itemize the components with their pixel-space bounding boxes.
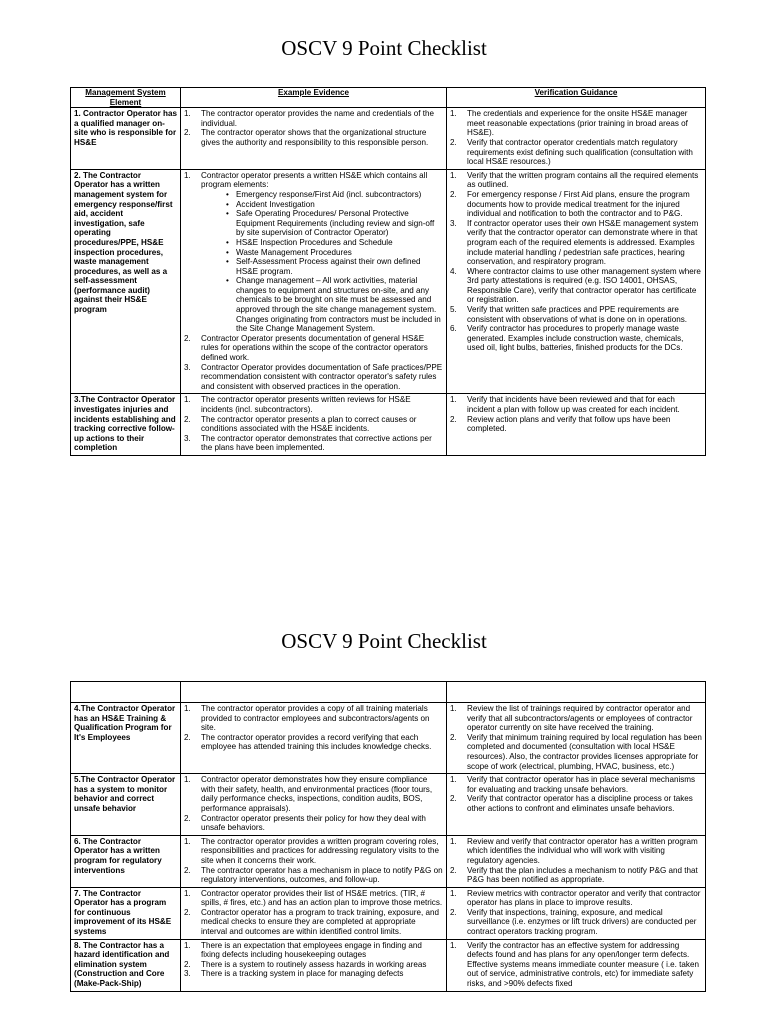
element-cell: 8. The Contractor has a hazard identification and elimination system (Construction and Core (Make-Pack-Ship): [71, 939, 181, 991]
list-item: [184, 128, 443, 147]
item-text: Contractor Operator provides documentation of Safe practices/PPE recommendation consistent with contractor operator's safety rules and consistent with observed practices in the operation.: [201, 362, 443, 391]
item-text: The contractor operator demonstrates that corrective actions per the plans have been implemented.: [201, 433, 432, 453]
list-item: [184, 334, 443, 363]
item-text: If contractor operator uses their own HS&E management system verify that the contractor operator can demonstrate where in that program each of the required elements is addressed. Examples include material handling / pedestrian safe practices, hearing conservation, and respiratory program.: [467, 218, 699, 267]
item-number: 1.: [450, 109, 457, 119]
guidance-list: [450, 171, 702, 353]
item-number: 3.: [184, 362, 191, 372]
item-text: Contractor operator has a program to track training, exposure, and medical checks to ensure they are completed at appropriate interval and outcomes are within identified control limits.: [201, 907, 439, 937]
item-number: 1.: [450, 775, 457, 785]
table-header-row: [71, 88, 706, 108]
list-item: [184, 866, 443, 885]
item-text: Verify that contractor operator has a discipline process or takes other actions to confront and eliminates unsafe behaviors.: [467, 794, 693, 813]
list-item: [450, 324, 702, 353]
bullet-icon: •: [226, 237, 229, 247]
list-item: [450, 415, 702, 434]
item-number: 2.: [184, 959, 191, 969]
element-cell: 7. The Contractor Operator has a program for continuous improvement of its HS&E systems: [71, 887, 181, 939]
list-item: [450, 908, 702, 937]
element-cell: 2. The Contractor Operator has a written management system for emergency response/first aid, accident investigation, safe operating procedures/PPE, HS&E inspection procedures, waste management procedures, as well as a self-assessment (performance audit) against their HS&E program: [71, 169, 181, 394]
sub-item-text: Self-Assessment Process against their own defined HS&E program.: [236, 257, 421, 276]
blank-cell: [181, 682, 447, 703]
item-text: There is a tracking system in place for managing defects: [201, 969, 404, 979]
page-title: OSCV 9 Point Checklist: [281, 36, 487, 60]
item-number: 1.: [184, 170, 191, 180]
item-text: Verify the contractor has an effective system for addressing defects found and has plans for any open/longer term defects. Effective systems means immediate counter measure ( i.e. taken out of service, administrative controls, etc) for immediate safety risks, and >90% defects fixed: [467, 940, 699, 989]
list-item: [184, 363, 443, 392]
evidence-cell: [181, 939, 447, 991]
list-item: [184, 415, 443, 434]
item-text: There is a system to routinely assess hazards in working areas: [201, 959, 427, 969]
evidence-list: [184, 395, 443, 453]
blank-cell: [447, 682, 706, 703]
list-item: [184, 775, 443, 813]
item-text: Verify that contractor operator credentials match regulatory requirements exist defining such qualification (consultation with local HS&E resources.): [467, 137, 693, 167]
item-number: 1.: [450, 170, 457, 180]
element-cell: 4.The Contractor Operator has an HS&E Training & Qualification Program for It's Employees: [71, 703, 181, 774]
item-number: 2.: [450, 189, 457, 199]
item-text: Contractor operator presents their policy for how they deal with unsafe behaviors.: [201, 813, 426, 833]
table-row: [71, 939, 706, 991]
item-text: Verify that incidents have been reviewed and that for each incident a plan with follow up was created for each incident.: [467, 395, 680, 414]
item-number: 2.: [450, 732, 457, 742]
item-text: Contractor operator provides their list of HS&E metrics. (TIR, # spills, # fires, etc.) and has an action plan to improve those metrics.: [201, 888, 443, 908]
item-number: 2.: [450, 414, 457, 424]
sub-list-item: [226, 209, 443, 238]
guidance-cell: [447, 939, 706, 991]
evidence-cell: [181, 887, 447, 939]
evidence-list: [184, 775, 443, 833]
list-item: [450, 138, 702, 167]
list-item: [184, 941, 443, 960]
item-number: 5.: [450, 305, 457, 315]
list-item: [450, 267, 702, 305]
item-number: 2.: [184, 865, 191, 875]
guidance-list: [450, 395, 702, 433]
item-text: The contractor operator provides a written program covering roles, responsibilities and practices for addressing regulatory visits to the site when it concerns their work.: [201, 836, 439, 865]
sub-list-item: [226, 247, 443, 258]
guidance-list: [450, 775, 702, 813]
guidance-list: [450, 109, 702, 167]
item-number: 1.: [184, 888, 191, 898]
guidance-list: [450, 941, 702, 989]
page-title: OSCV 9 Point Checklist: [281, 629, 487, 653]
item-number: 1.: [450, 940, 457, 950]
sub-list-item: [226, 257, 443, 276]
guidance-list: [450, 837, 702, 885]
table-row: [71, 774, 706, 836]
blank-cell: [71, 682, 181, 703]
bullet-icon: •: [226, 199, 229, 209]
list-item: [450, 837, 702, 866]
guidance-cell: [447, 169, 706, 394]
list-item: [184, 960, 443, 970]
table-row: [71, 394, 706, 456]
item-number: 2.: [450, 907, 457, 917]
sub-list-item: [226, 237, 443, 248]
bullet-icon: •: [226, 257, 229, 267]
item-number: 2.: [184, 813, 191, 823]
item-text: Verify that minimum training required by local regulation has been completed and documented (consultation with local HS&E resources). Also, the contractor provides licenses appropriate for scope of work (electrical, plumbing, HVAC, business, etc.): [467, 732, 702, 771]
list-item: [184, 733, 443, 752]
item-text: Review and verify that contractor operator has a written program which identifies the individual who will work with visiting regulatory agencies.: [467, 836, 698, 865]
list-item: [450, 171, 702, 190]
list-item: [450, 395, 702, 414]
item-text: The contractor operator provides a record verifying that each employee has attended training this includes knowledge checks.: [201, 732, 432, 752]
item-text: Review action plans and verify that follow ups have been completed.: [467, 414, 671, 434]
guidance-cell: [447, 703, 706, 774]
item-number: 2.: [184, 732, 191, 742]
item-number: 2.: [450, 794, 457, 804]
item-text: The contractor operator provides a copy of all training materials provided to contractor employees and subcontractors/agents on site.: [201, 704, 430, 733]
list-item: [184, 704, 443, 733]
item-number: 4.: [450, 266, 457, 276]
item-text: Contractor operator presents a written HS&E which contains all program elements:: [201, 170, 428, 190]
item-text: The contractor operator has a mechanism in place to notify P&G on regulatory interventions, outcomes, and follow-up.: [201, 865, 443, 885]
list-item: [450, 775, 702, 794]
list-item: [184, 395, 443, 414]
table-body-1: [71, 108, 706, 456]
sub-list: [201, 190, 443, 334]
list-item: [450, 109, 702, 138]
item-number: 1.: [450, 704, 457, 713]
evidence-cell: [181, 169, 447, 394]
item-number: 2.: [184, 907, 191, 917]
item-number: 1.: [450, 836, 457, 846]
item-text: The contractor operator presents a plan to correct causes or conditions associated with the HS&E incidents.: [201, 414, 417, 434]
guidance-cell: [447, 887, 706, 939]
sub-list-item: [226, 199, 443, 210]
element-cell: 1. Contractor Operator has a qualified manager on-site who is responsible for HS&E: [71, 108, 181, 170]
list-item: [184, 908, 443, 937]
guidance-cell: [447, 394, 706, 456]
table-row: [71, 887, 706, 939]
evidence-list: [184, 837, 443, 885]
list-item: [450, 305, 702, 324]
bullet-icon: •: [226, 209, 229, 219]
item-number: 1.: [184, 836, 191, 846]
element-cell: 3.The Contractor Operator investigates injuries and incidents establishing and tracking corrective follow-up actions to their completion: [71, 394, 181, 456]
item-text: The contractor operator provides the name and credentials of the individual.: [201, 109, 435, 128]
list-item: [184, 837, 443, 866]
item-text: Contractor operator demonstrates how they ensure compliance with their safety, health, and environmental practices (floor tours, daily performance checks, inspections, condition audits, BOS, performance appraisals).: [201, 775, 433, 813]
item-text: Verify that inspections, training, exposure, and medical surveillance (i.e. enzymes or lift truck drivers) are conducted per contract operators tracking program.: [467, 907, 697, 937]
item-text: Verify that contractor operator has in place several mechanisms for evaluating and tracking unsafe behaviors.: [467, 775, 696, 794]
evidence-cell: [181, 703, 447, 774]
list-item: [450, 866, 702, 885]
header-guidance: Verification Guidance: [447, 88, 706, 108]
item-text: Verify that the plan includes a mechanism to notify P&G and that P&G has been notified as appropriate.: [467, 865, 698, 885]
item-text: Contractor Operator presents documentation of general HS&E rules for operations within the scope of the contractor operators defined work.: [201, 333, 428, 363]
list-item: [450, 941, 702, 989]
guidance-cell: [447, 108, 706, 170]
checklist-table-2: [70, 681, 706, 992]
item-text: Where contractor claims to use other management system where 3rd party attestations is required (e.g. ISO 14001, OHSAS, Responsible Care), verify that contractor operator has certificate or registration.: [467, 266, 701, 305]
evidence-list: [184, 704, 443, 752]
item-number: 2.: [184, 333, 191, 343]
item-number: 1.: [184, 704, 191, 713]
item-number: 1.: [184, 109, 191, 119]
item-number: 1.: [184, 940, 191, 950]
item-number: 1.: [184, 775, 191, 785]
guidance-cell: [447, 774, 706, 836]
bullet-icon: •: [226, 276, 229, 286]
item-text: There is an expectation that employees engage in finding and fixing defects including housekeeping outages: [201, 940, 422, 960]
evidence-list: [184, 109, 443, 147]
table-row: [71, 835, 706, 887]
evidence-cell: [181, 774, 447, 836]
sub-item-text: Safe Operating Procedures/ Personal Protective Equipment Requirements (including review and sign-off by site supervision of Contractor Operator): [236, 209, 435, 238]
item-text: Verify that the written program contains all the required elements as outlined.: [467, 170, 699, 190]
item-number: 3.: [184, 433, 191, 443]
sub-item-text: Change management – All work activities, material changes to equipment and structures on-site, and any chemicals to be brought on site must be assessed and approved through the site change management system. Changes originating from contractors must be included in the Site Change Management System.: [236, 276, 441, 334]
header-evidence: Example Evidence: [181, 88, 447, 108]
evidence-list: [184, 171, 443, 392]
item-text: Review metrics with contractor operator and verify that contractor operator has plans in place to improve results.: [467, 888, 701, 908]
item-number: 1.: [450, 395, 457, 405]
evidence-list: [184, 889, 443, 937]
list-item: [184, 109, 443, 128]
item-text: Verify that written safe practices and PPE requirements are consistent with observations of what is done on in operations.: [467, 305, 688, 324]
table-row: [71, 108, 706, 170]
element-cell: 6. The Contractor Operator has a written program for regulatory interventions: [71, 835, 181, 887]
guidance-list: [450, 889, 702, 937]
item-text: The contractor operator presents written reviews for HS&E incidents (incl. subcontractors).: [201, 395, 411, 414]
list-item: [450, 733, 702, 771]
list-item: [184, 969, 443, 979]
list-item: [450, 889, 702, 908]
sub-item-text: Emergency response/First Aid (incl. subcontractors): [236, 189, 422, 199]
item-text: Verify contractor has procedures to properly manage waste generated. Examples include construction waste, chemicals, used oil, light bulbs, batteries, finished products for the DCs.: [467, 324, 684, 353]
guidance-cell: [447, 835, 706, 887]
list-item: [184, 171, 443, 334]
list-item: [184, 434, 443, 453]
list-item: [184, 814, 443, 833]
checklist-table-1: [70, 87, 706, 456]
list-item: [450, 704, 702, 733]
list-item: [450, 794, 702, 813]
bullet-icon: •: [226, 247, 229, 257]
guidance-list: [450, 704, 702, 771]
sub-item-text: Accident Investigation: [236, 199, 315, 209]
table-row: [71, 703, 706, 774]
item-number: 1.: [184, 395, 191, 405]
evidence-cell: [181, 835, 447, 887]
list-item: [450, 219, 702, 267]
bullet-icon: •: [226, 189, 229, 199]
sub-list-item: [226, 276, 443, 334]
sub-list-item: [226, 189, 443, 200]
item-number: 2.: [450, 865, 457, 875]
blank-header-row: [71, 682, 706, 703]
evidence-cell: [181, 108, 447, 170]
item-number: 3.: [184, 969, 191, 979]
sub-item-text: HS&E Inspection Procedures and Schedule: [236, 237, 393, 247]
list-item: [184, 889, 443, 908]
item-text: Review the list of trainings required by contractor operator and verify that all subcontractors/agents or employees of contractor operator currently on site have received the training.: [467, 704, 693, 733]
header-element: Management System Element: [71, 88, 181, 108]
evidence-cell: [181, 394, 447, 456]
item-text: The credentials and experience for the onsite HS&E manager meet reasonable expectations (prior training in broad areas of HS&E).: [467, 109, 688, 138]
list-item: [450, 190, 702, 219]
item-text: For emergency response / First Aid plans, ensure the program documents how to provide medical treatment for the injured individual and notification to both the contractor and to P&G.: [467, 189, 690, 219]
sub-item-text: Waste Management Procedures: [236, 247, 352, 257]
item-number: 2.: [450, 137, 457, 147]
item-number: 3.: [450, 218, 457, 228]
item-text: The contractor operator shows that the organizational structure gives the authority and responsibility to this responsible person.: [201, 128, 429, 147]
element-cell: 5.The Contractor Operator has a system to monitor behavior and correct unsafe behavior: [71, 774, 181, 836]
item-number: 6.: [450, 324, 457, 334]
evidence-list: [184, 941, 443, 979]
item-number: 2.: [184, 414, 191, 424]
table-body-2: [71, 682, 706, 992]
item-number: 1.: [450, 888, 457, 898]
item-number: 2.: [184, 128, 191, 138]
table-row: [71, 169, 706, 394]
